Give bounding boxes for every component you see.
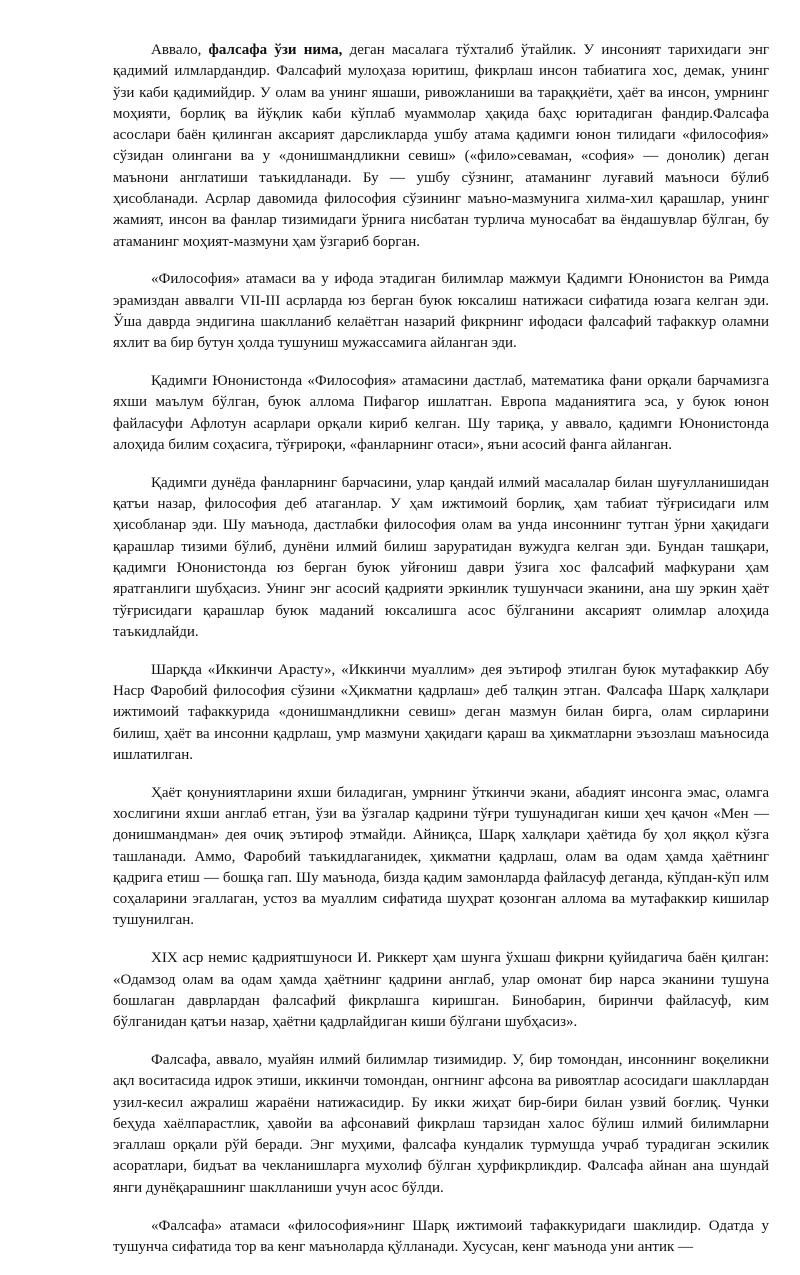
paragraph-7: XIX аср немис қадриятшуноси И. Риккерт ҳам шунга ўхшаш фикрни қуйидагича баён қилган: «Одамзод олам ва одам ҳамда ҳаётнинг қадрини англаб, улар омонат бир нарса эканини тушуна бошлаган даврлардан фалсафий фикрлашга киришган. Бинобарин, биринчи файласуф, ким бўлганидан қатъи назар, ҳаётни қадрлайдиган киши бўлгани шубҳасиз». bbox=[113, 950, 769, 1031]
paragraph-1-lead: Аввало, bbox=[151, 42, 209, 58]
paragraph-6: Ҳаёт қонуниятларини яхши биладиган, умрнинг ўткинчи экани, абадият инсонга эмас, оламга хослигини яхши англаб етган, ўзи ва ўзгалар қадрини тўғри тушунадиган киши ҳеч қачон «Мен — донишмандман» дея очиқ эътироф этмайди. Айниқса, Шарқ халқлари ҳаётида бу ҳол яққол кўзга ташланади. Аммо, Фаробий таъкидлаганидек, ҳикматни қадрлаш, олам ва одам ҳамда ҳаётнинг қадрига етиш — бошқа гап. Шу маънода, бизда қадим замонларда файласуф деганда, кўпдан-кўп илм соҳаларини эгаллаган, устоз ва муаллим сифатида шуҳрат қозонган аллома ва мутафаккир кишилар тушунилган. bbox=[113, 784, 769, 929]
paragraph-1-bold-term: фалсафа ўзи нима, bbox=[208, 42, 343, 58]
paragraph-2: «Философия» атамаси ва у ифода этадиган билимлар мажмуи Қадимги Юнонистон ва Римда эрамиздан аввалги VII-III асрларда юз берган буюк юксалиш натижаси сифатида юзага келган эди. Ўша даврда эндигина шаклланиб келаётган назарий фикрнинг ифодаси фалсафий тафаккур оламни яхлит ва бир бутун ҳолда тушуниш мужассамига айланган эди. bbox=[113, 271, 769, 352]
paragraph-5: Шарқда «Иккинчи Арасту», «Иккинчи муаллим» дея эътироф этилган буюк мутафаккир Абу Наср Фаробий философия сўзини «Ҳикматни қадрлаш» деб талқин этган. Фалсафа Шарқ халқлари ижтимоий тафаккурида «донишмандликни севиш» деган мазмун билан бирга, олам сирларини билиш, ҳаёт ва инсонни қадрлаш, умр мазмуни ҳақидаги қараш ва ҳикматларни эъзозлаш маъносида ишлатилган. bbox=[113, 661, 769, 763]
paragraph-8: Фалсафа, аввало, муайян илмий билимлар тизимидир. У, бир томондан, инсоннинг воқеликни ақл воситасида идрок этиши, иккинчи томондан, онгнинг афсона ва ривоятлар асосидаги шакллардан узил-кесил ажралиш жараёни натижасидир. Бу икки жиҳат бир-бири билан узвий боғлиқ. Чунки беҳуда хаёлпарастлик, ҳавойи ва афсонавий фикрлаш тарзидан халос бўлиш илмий билимларни эгаллаш орқали рўй беради. Энг муҳими, фалсафа кундалик турмушда учраб турадиган эскилик асоратлари, бидъат ва чекланишларга мухолиф бўлган ҳурфикрликдир. Фалсафа айнан ана шундай янги дунёқарашнинг шаклланиши учун асос бўлди. bbox=[113, 1051, 769, 1196]
paragraph-9: «Фалсафа» атамаси «философия»нинг Шарқ ижтимоий тафаккуридаги шаклидир. Одатда у тушунча сифатида тор ва кенг маъноларда қўлланади. Хусусан, кенг маънода уни антик — bbox=[113, 1217, 769, 1255]
document-page bbox=[113, 40, 769, 1275]
paragraph-1 bbox=[113, 40, 769, 253]
paragraph-4: Қадимги дунёда фанларнинг барчасини, улар қандай илмий масалалар билан шуғулланишидан қатъи назар, философия деб атаганлар. У ҳам ижтимоий борлиқ, ҳам табиат тўғрисидаги илм ҳисобланар эди. Шу маънода, дастлабки философия олам ва унда инсоннинг тутган ўрни ҳақидаги қарашлар тизими бўлиб, дунёни илмий билиш заруратидан вужудга келган эди. Бундан ташқари, қадимги Юнонистонда юз берган буюк уйғониш даври ўзига хос фалсафий мафкурани ҳам яратганлиги шубҳасиз. Унинг энг асосий қадрияти эркинлик тушунчаси эканини, ана шу эркин ҳаёт тўғрисидаги қарашлар буюк маданий юксалишга асос бўлганини аксарият олимлар алоҳида таъкидлайди. bbox=[113, 474, 769, 640]
paragraph-1-text: деган масалага тўхталиб ўтайлик. У инсоният тарихидаги энг қадимий илмлардандир. Фалсафий мулоҳаза юритиш, фикрлаш инсон табиатига хос, демак, унинг ўзи каби қадимийдир. У олам ва унинг яшаши, ривожланиши ва тараққиёти, ҳаёт ва инсон, умрнинг моҳияти, борлиқ ва йўқлик каби кўплаб муаммолар ҳақида баҳс юритадиган фандир.Фалсафа асослари баён қилинган аксарият дарсликларда ушбу атама қадимги юнон тилидаги «философия» сўзидан олингани ва у «донишмандликни севиш» («фило»севаман, «софия» — донолик) деган маънони англатиши таъкидланади. Бу — ушбу сўзнинг, атаманинг луғавий маъноси бўлиб ҳисобланади. Асрлар давомида философия сўзининг маъно-мазмунига хилма-хил қарашлар, унинг жамият, инсон ва фанлар тизимидаги ўрнига нисбатан турлича муносабат ва ёндашувлар бўлган, бу атаманинг моҳият-мазмуни ҳам ўзгариб борган. bbox=[113, 42, 769, 250]
paragraph-3: Қадимги Юнонистонда «Философия» атамасини дастлаб, математика фани орқали барчамизга яхши маълум бўлган, буюк аллома Пифагор ишлатган. Европа маданиятига эса, у буюк юнон файласуфи Афлотун асарлари орқали кириб келган. Шу тариқа, у аввало, қадимги Юнонистонда алоҳида билим соҳасига, тўғрироқи, «фанларнинг отаси», яъни асосий фанга айланган. bbox=[113, 373, 769, 454]
